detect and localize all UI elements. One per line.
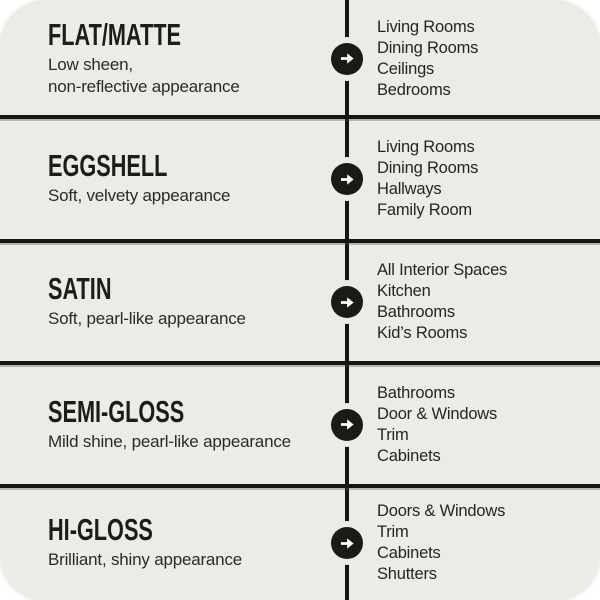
row-divider [0, 484, 600, 488]
use-item: Shutters [377, 565, 437, 583]
use-item: Living Rooms [377, 138, 475, 156]
uses-list [345, 117, 600, 241]
arrow-bullet [331, 409, 363, 441]
use-item: Doors & Windows [377, 502, 506, 520]
use-item: Cabinets [377, 446, 441, 465]
sheen-info [0, 486, 345, 600]
uses-list [345, 486, 600, 600]
sheen-description [48, 308, 337, 330]
right-arrow-icon [339, 294, 356, 311]
use-item: Kid’s Rooms [377, 324, 468, 342]
sheen-name: SEMI-GLOSS [48, 393, 185, 429]
arrow-connector [325, 157, 369, 201]
row-divider [0, 361, 600, 365]
description-line: Soft, velvety appearance [48, 186, 231, 205]
use-item: Hallways [377, 180, 442, 198]
description-line: Brilliant, shiny appearance [48, 550, 242, 569]
arrow-connector [325, 37, 369, 81]
right-arrow-icon [339, 535, 356, 552]
use-item: Trim [377, 523, 409, 541]
arrow-bullet [331, 43, 363, 75]
sheen-info [0, 363, 345, 486]
row-divider [0, 115, 600, 119]
arrow-connector [325, 521, 369, 565]
uses-list [345, 0, 600, 117]
sheen-description [48, 549, 337, 571]
use-item: Dining Rooms [377, 159, 479, 177]
use-item: Kitchen [377, 282, 431, 300]
use-item: Dining Rooms [377, 38, 479, 57]
sheen-info [0, 0, 345, 117]
sheen-info [0, 241, 345, 363]
sheen-name: HI-GLOSS [48, 512, 153, 547]
sheen-info [0, 117, 345, 241]
sheen-description [48, 185, 337, 207]
description-line: Mild shine, pearl-like appearance [48, 431, 291, 451]
use-item: Family Room [377, 201, 472, 219]
row-flat-matte [0, 0, 600, 117]
arrow-bullet [331, 286, 363, 318]
row-divider [0, 239, 600, 243]
use-item: Cabinets [377, 544, 441, 562]
sheen-name: SATIN [48, 271, 112, 306]
sheen-name: FLAT/MATTE [48, 16, 181, 52]
right-arrow-icon [339, 50, 356, 67]
sheen-description [48, 54, 337, 98]
uses-list [345, 241, 600, 363]
description-line: non-reflective appearance [48, 76, 240, 96]
use-item: Door & Windows [377, 404, 498, 423]
uses-list [345, 363, 600, 486]
use-item: Bathrooms [377, 383, 455, 402]
use-item: All Interior Spaces [377, 261, 508, 279]
right-arrow-icon [339, 171, 356, 188]
arrow-bullet [331, 163, 363, 195]
row-hi-gloss [0, 486, 600, 600]
description-line: Soft, pearl-like appearance [48, 309, 246, 328]
sheen-description [48, 431, 337, 453]
arrow-bullet [331, 527, 363, 559]
row-eggshell [0, 117, 600, 241]
use-item: Bathrooms [377, 303, 455, 321]
use-item: Ceilings [377, 59, 435, 78]
row-semi-gloss [0, 363, 600, 486]
arrow-connector [325, 403, 369, 447]
row-satin [0, 241, 600, 363]
use-item: Bedrooms [377, 80, 451, 99]
sheen-name: EGGSHELL [48, 148, 168, 183]
arrow-connector [325, 280, 369, 324]
right-arrow-icon [339, 416, 356, 433]
use-item: Living Rooms [377, 17, 475, 36]
description-line: Low sheen, [48, 54, 133, 74]
use-item: Trim [377, 425, 409, 444]
